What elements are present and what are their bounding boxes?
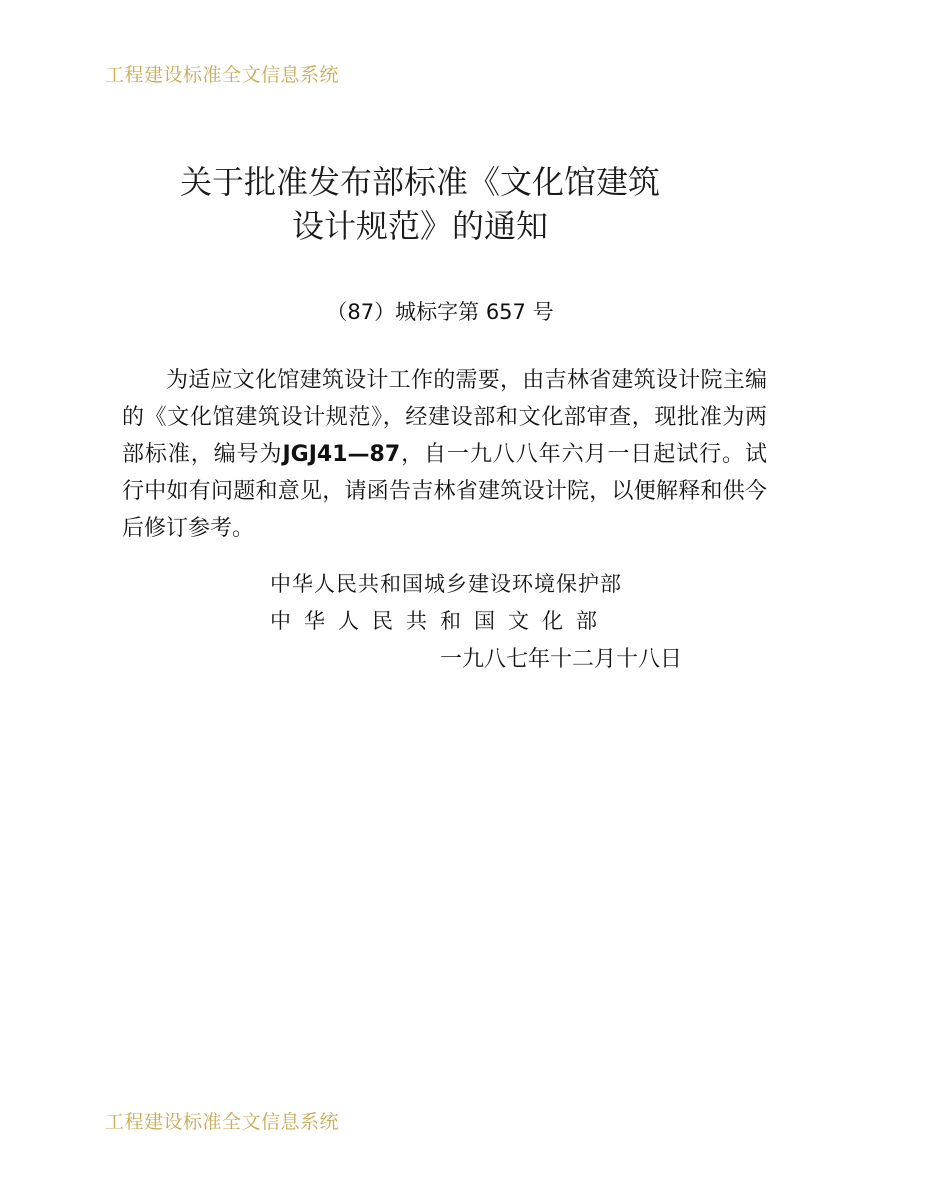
issuer-ministry-culture: 中华人民共和国文化部 [270,609,610,633]
notice-body [122,362,767,547]
standard-code: JGJ41—87 [282,442,401,467]
body-text-part-2: ，自一九八八年六月一日起试行。试行中如有问题和意见，请函告吉林省建筑设计院，以便解释和供今后修订参考。 [122,442,767,541]
notice-title [0,160,950,248]
footer-watermark: 工程建设标准全文信息系统 [105,1111,340,1133]
header-watermark: 工程建设标准全文信息系统 [105,64,340,86]
document-number: （87）城标字第 657 号 [326,300,554,324]
title-line-2: 设计规范》的通知 [291,207,548,245]
issuer-ministry-construction: 中华人民共和国城乡建设环境保护部 [270,572,622,596]
title-line-1: 关于批准发布部标准《文化馆建筑 [179,163,660,201]
body-text-part-1: 为适应文化馆建筑设计工作的需要，由吉林省建筑设计院主编的《文化馆建筑设计规范》，经建设部和文化部审查，现批准为两部标准，编号为 [122,368,767,467]
issue-date: 一九八七年十二月十八日 [440,647,683,672]
